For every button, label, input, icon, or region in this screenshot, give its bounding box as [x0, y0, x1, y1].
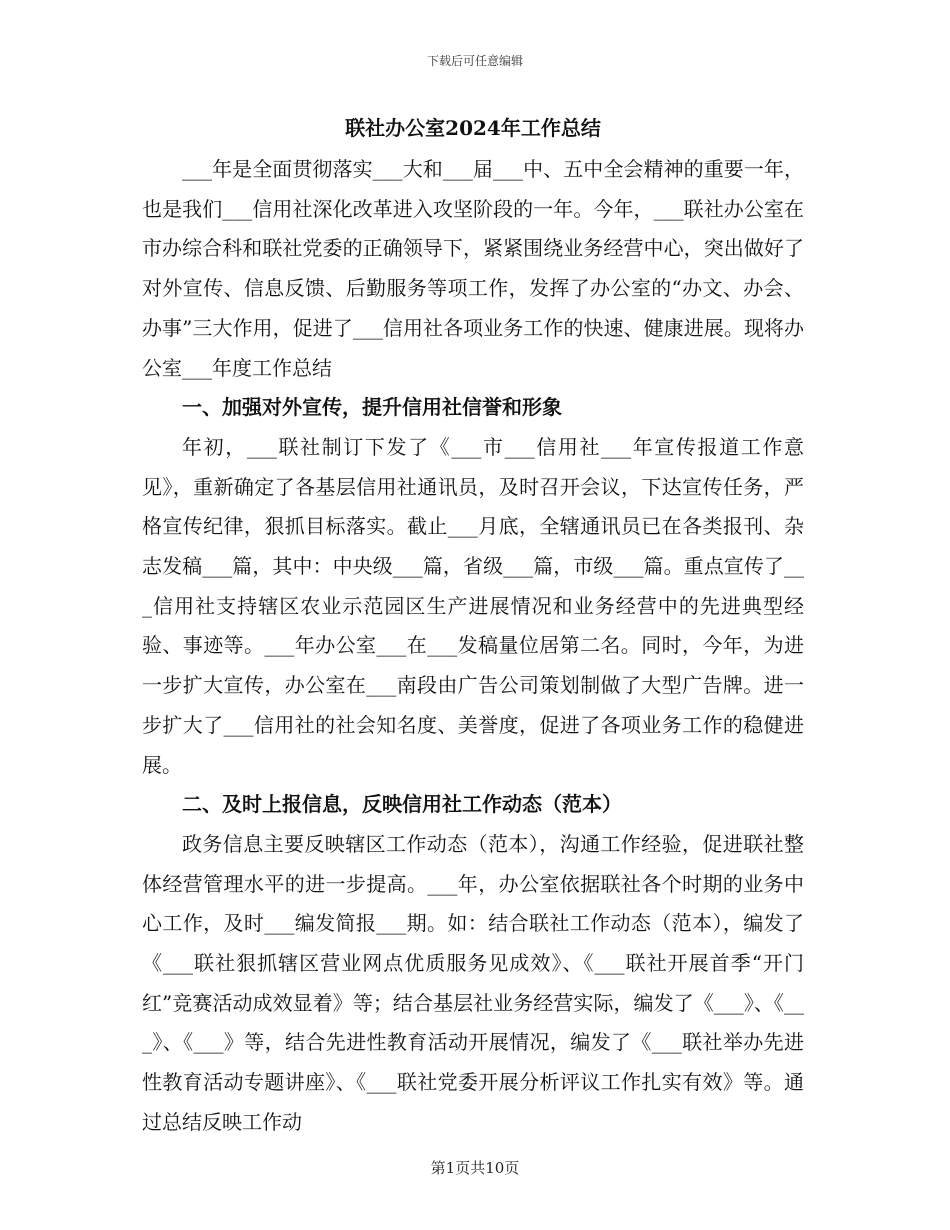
page-number-footer: 第1页共10页: [430, 1159, 520, 1177]
section-1-paragraph: 年初，___联社制订下发了《___市___信用社___年宣传报道工作意见》，重新确定了各基层信用社通讯员，及时召开会议，下达宣传任务，严格宣传纪律，狠抓目标落实。截止___月底，全辖通讯员已在各类报刊、杂志发稿___篇，其中：中央级___篇，省级___篇，市级___篇。重点宣传了___信用社支持辖区农业示范园区生产进展情况和业务经营中的先进典型经验、事迹等。___年办公室___在___发稿量位居第二名。同时，今年，为进一步扩大宣传，办公室在___南段由广告公司策划制做了大型广告牌。进一步扩大了___信用社的社会知名度、美誉度，促进了各项业务工作的稳健进展。: [142, 434, 804, 777]
section-heading-1: 一、加强对外宣传，提升信用社信誉和形象: [182, 395, 562, 420]
header-note: 下载后可任意编辑: [426, 54, 523, 68]
section-heading-2: 二、及时上报信息，反映信用社工作动态（范本）: [182, 792, 622, 817]
intro-paragraph: ___年是全面贯彻落实___大和___届___中、五中全会精神的重要一年，也是我们___信用社深化改革进入攻坚阶段的一年。今年，___联社办公室在市办综合科和联社党委的正确领导下，紧紧围绕业务经营中心，突出做好了对外宣传、信息反馈、后勤服务等项工作，发挥了办公室的“办文、办会、办事”三大作用，促进了___信用社各项业务工作的快速、健康进展。现将办公室___年度工作总结: [142, 157, 804, 380]
document-title: 联社办公室2024年工作总结: [345, 116, 601, 140]
section-2-paragraph: 政务信息主要反映辖区工作动态（范本），沟通工作经验，促进联社整体经营管理水平的进一步提高。___年，办公室依据联社各个时期的业务中心工作，及时___编发简报___期。如：结合联社工作动态（范本），编发了《___联社狠抓辖区营业网点优质服务见成效》、《___联社开展首季“开门红”竞赛活动成效显着》等；结合基层社业务经营实际，编发了《___》、《___》、《___》等，结合先进性教育活动开展情况，编发了《___联社举办先进性教育活动专题讲座》、《___联社党委开展分析评议工作扎实有效》等。通过总结反映工作动: [142, 831, 804, 1134]
document-body: [142, 106, 804, 1143]
